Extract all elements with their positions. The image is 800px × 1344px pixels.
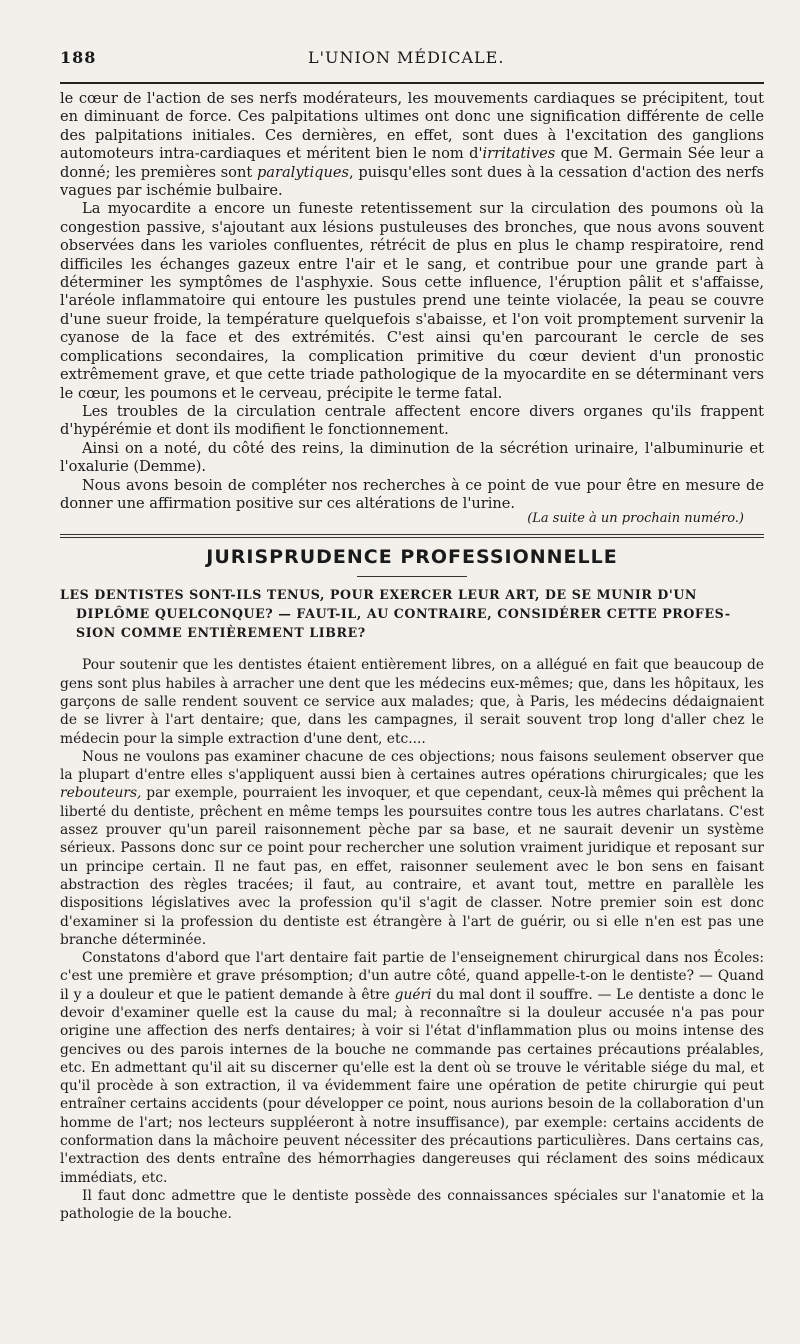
question-line-3: SION COMME ENTIÈREMENT LIBRE? <box>76 625 366 641</box>
paragraph-1-text-b: que M. Germain Sée leur a donné; les premières sont <box>60 145 764 181</box>
question-heading <box>60 585 764 642</box>
divider-line-top <box>60 534 764 535</box>
section-paragraph-3-text-a: Constatons d'abord que l'art dentaire fait partie de l'enseignement chirurgical dans nos Écoles: c'est une première et grave présomption; d'un autre côté, quand appelle-t-on le dentiste? — Quand il y a douleur et que le patient demande à être <box>60 950 764 1003</box>
paragraph-3: Les troubles de la circulation centrale affectent encore divers organes qu'ils frappent d'hypérémie et dont ils modifient le fonctionnement. <box>60 402 764 439</box>
section-body <box>60 656 764 1223</box>
journal-title: L'UNION MÉDICALE. <box>308 48 505 67</box>
section-paragraph-1: Pour soutenir que les dentistes étaient entièrement libres, on a allégué en fait que beaucoup de gens sont plus habiles à arracher une dent que les médecins eux-mêmes; que, dans les hôpitaux, les garçons de salle rendent souvent ce service aux malades; que, à Paris, les médecins dédaignaient de se livrer à l'art dentaire; que, dans les campagnes, il serait souvent trop long d'aller chez le médecin pour la simple extraction d'une dent, etc.... <box>60 657 764 747</box>
section-paragraph-2 <box>60 748 764 949</box>
paragraph-5: Nous avons besoin de compléter nos recherches à ce point de vue pour être en mesure de donner une affirmation positive sur ces altérations de l'urine. <box>60 476 764 512</box>
paragraph-2: La myocardite a encore un funeste retentissement sur la circulation des poumons où la congestion passive, s'ajoutant aux lésions pustuleuses des bronches, que nous avons souvent observées dans les varioles confluentes, rétrécit de plus en plus le champ respiratoire, rend difficiles les échanges gazeux entre l'air et le sang, et contribue pour une grande part à déterminer les symptômes de l'asphyxie. Sous cette influence, l'éruption pâlit et s'affaisse, l'aréole inflammatoire qui entoure les pustules prend une teinte violacée, la peau se couvre d'une sueur froide, la température quelquefois s'abaisse, et l'on voit promptement survenir la cyanose de la face et des extrémités. C'est ainsi qu'en parcourant le cercle de ses complications secondaires, la complication primitive du cœur devient d'un pronostic extrêmement grave, et que cette triade pathologique de la myocardite en se déterminant vers le cœur, les poumons et le cerveau, précipite le terme fatal. <box>60 200 764 402</box>
section-title: JURISPRUDENCE PROFESSIONNELLE <box>206 546 618 569</box>
paragraph-1-text-a: le cœur de l'action de ses nerfs modérateurs, les mouvements cardiaques se précipitent, tout en diminuant de force. Ces palpitations ultimes ont donc une signification différente de celle des palpitations initiales. Ces dernières, en effet, sont dues à l'excitation des ganglions automoteurs intra-cardiaques et méritent bien le nom d' <box>60 90 764 163</box>
section-paragraph-3 <box>60 949 764 1187</box>
italic-paralytiques: paralytiques <box>256 163 349 181</box>
paragraph-4: Ainsi on a noté, du côté des reins, la diminution de la sécrétion urinaire, l'albuminurie et l'oxalurie (Demme). <box>60 439 764 476</box>
section-paragraph-4: Il faut donc admettre que le dentiste possède des connaissances spéciales sur l'anatomie et la pathologie de la bouche. <box>60 1187 764 1223</box>
section-divider <box>60 534 764 538</box>
paragraph-1 <box>60 90 764 200</box>
italic-gueri: guéri <box>394 986 432 1003</box>
running-head <box>60 48 764 74</box>
page-number: 188 <box>60 48 97 67</box>
section-paragraph-2-text-a: Nous ne voulons pas examiner chacune de ces objections; nous faisons seulement observer que la plupart d'entre elles s'appliquent aussi bien à certaines autres opérations chirurgicales; que les <box>60 748 764 784</box>
header-rule <box>60 82 764 84</box>
question-line-1: LES DENTISTES SONT-ILS TENUS, POUR EXERCER LEUR ART, DE SE MUNIR D'UN <box>60 587 698 603</box>
italic-rebouteurs: rebouteurs, <box>60 785 142 802</box>
continued-note: (La suite à un prochain numéro.) <box>527 511 744 527</box>
divider-line-bottom <box>60 537 764 538</box>
section-paragraph-2-text-b: par exemple, pourraient les invoquer, et que cependant, ceux-là mêmes qui prêchent la liberté du dentiste, prêchent en même temps les poursuites contre tous les autres charlatans. C'est assez prouver qu'un pareil raisonnement pèche par sa base, et ne saurait devenir un système sérieux. Passons donc sur ce point pour rechercher une solution vraiment juridique et reposant sur un principe certain. Il ne faut pas, en effet, raisonner seulement avec le bon sens en faisant abstraction des règles tracées; il faut, au contraire, et avant tout, mettre en parallèle les dispositions législatives avec la profession qu'il s'agit de classer. Notre premier soin est donc d'examiner si la profession du dentiste est étrangère à l'art de guérir, ou si elle n'en est pas une branche déterminée. <box>60 785 764 948</box>
italic-irritatives: irritatives <box>482 145 556 163</box>
article-body <box>60 90 764 513</box>
paragraph-1-text-c: , puisqu'elles sont dues à la cessation d'action des nerfs vagues par ischémie bulbaire. <box>60 163 764 200</box>
question-line-2: DIPLÔME QUELCONQUE? — FAUT-IL, AU CONTRAIRE, CONSIDÉRER CETTE PROFES- <box>76 606 731 622</box>
section-paragraph-3-text-b: du mal dont il souffre. — Le dentiste a donc le devoir d'examiner quelle est la cause du mal; à reconnaître si la douleur accusée n'a pas pour origine une affection des nerfs dentaires; à voir si l'état d'inflammation plus ou moins intense des gencives ou des parois internes de la bouche ne commande pas certaines précautions préalables, etc. En admettant qu'il ait su discerner qu'elle est la dent où se trouve le véritable siége du mal, et qu'il procède à son extraction, il va évidemment faire une opération de petite chirurgie qui peut entraîner certains accidents (pour développer ce point, nous aurions besoin de la collaboration d'un homme de l'art; nos lecteurs suppléeront à notre insuffisance), par exemple: certains accidents de conformation dans la mâchoire peuvent nécessiter des précautions particulières. Dans certains cas, l'extraction des dents entraîne des hémorrhagies dangereuses qui réclament des soins médicaux immédiats, etc. <box>60 986 764 1186</box>
title-underline <box>357 576 467 577</box>
